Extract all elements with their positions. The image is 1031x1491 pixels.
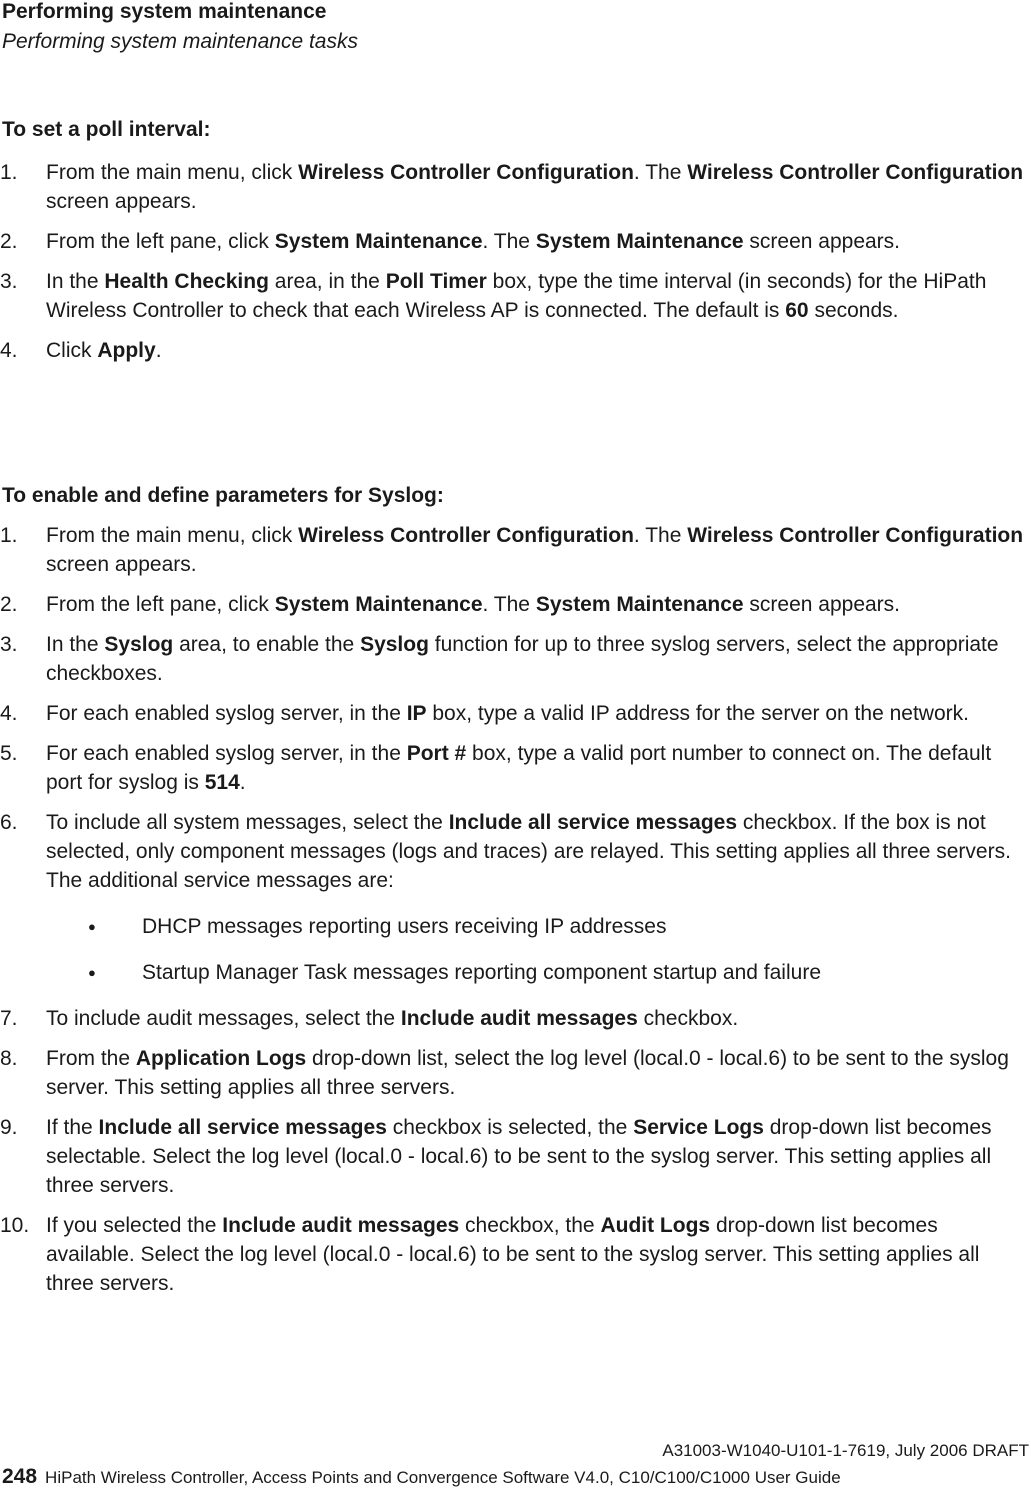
step-text: From the left pane, click	[46, 593, 275, 616]
step-text: In the	[46, 633, 105, 656]
step-item	[0, 1211, 1028, 1298]
step-item	[0, 336, 1028, 365]
guide-title: HiPath Wireless Controller, Access Points and Convergence Software V4.0, C10/C100/C1000 User Guide	[45, 1468, 841, 1487]
ui-term: Include all service messages	[448, 811, 738, 834]
step-text: box, type a valid port number to connect on. The default port for syslog is	[46, 742, 992, 794]
running-header-title: Performing system maintenance	[2, 0, 327, 23]
step-number: 3.	[0, 633, 18, 656]
step-text: If you selected the	[46, 1214, 223, 1237]
bullet-text: DHCP messages reporting users receiving IP addresses	[142, 915, 667, 938]
step-text: . The	[633, 524, 688, 547]
ui-term: System Maintenance	[535, 593, 744, 616]
step-item	[0, 590, 1028, 619]
bullet-dot-icon: ●	[88, 919, 96, 934]
step-text: . The	[482, 230, 536, 253]
ui-term: Wireless Controller Configuration	[298, 161, 634, 184]
step-item	[0, 1004, 1028, 1033]
step-text: area, in the	[268, 270, 386, 293]
step-number: 4.	[0, 339, 18, 362]
step-text: area, to enable the	[173, 633, 361, 656]
ui-term: Service Logs	[633, 1116, 764, 1139]
step-item	[0, 1113, 1028, 1200]
step-text: . The	[633, 161, 688, 184]
step-text: function for up to three syslog servers, select the appropriate checkboxes.	[46, 633, 999, 685]
step-text: From the main menu, click	[46, 161, 299, 184]
ui-term: System Maintenance	[274, 593, 483, 616]
step-number: 6.	[0, 811, 18, 834]
poll-interval-steps	[0, 158, 1028, 376]
step-number: 1.	[0, 524, 18, 547]
step-text: . The	[482, 593, 536, 616]
step-number: 9.	[0, 1116, 18, 1139]
step-text: screen appears.	[743, 593, 901, 616]
step-text: From the main menu, click	[46, 524, 299, 547]
page-number: 248	[2, 1465, 38, 1488]
step-item	[0, 227, 1028, 256]
step-number: 5.	[0, 742, 18, 765]
ui-term: 514	[204, 771, 240, 794]
poll-interval-heading: To set a poll interval:	[2, 118, 211, 141]
step-text: .	[239, 771, 246, 794]
step-text: For each enabled syslog server, in the	[46, 702, 407, 725]
footer-line	[2, 1466, 841, 1489]
running-header-subtitle: Performing system maintenance tasks	[2, 30, 358, 53]
ui-term: Include all service messages	[98, 1116, 387, 1139]
step-item	[0, 739, 1028, 797]
step-text: If the	[46, 1116, 99, 1139]
ui-term: Wireless Controller Configuration	[687, 524, 1024, 547]
step-text: checkbox. If the box is not selected, only component messages (logs and traces) are relayed. This setting applies all three servers. The additional service messages are:	[46, 811, 1011, 892]
ui-term: Wireless Controller Configuration	[687, 161, 1024, 184]
ui-term: Syslog	[104, 633, 174, 656]
ui-term: Wireless Controller Configuration	[298, 524, 634, 547]
step-text: screen appears.	[46, 553, 197, 576]
step-item	[0, 699, 1028, 728]
step-text: Click	[46, 339, 98, 362]
step-number: 1.	[0, 161, 18, 184]
step-text: screen appears.	[46, 190, 197, 213]
step-number: 2.	[0, 230, 18, 253]
step-text: drop-down list becomes available. Select the log level (local.0 - local.6) to be sent to the syslog server. This setting applies all three servers.	[46, 1214, 980, 1295]
step-item	[0, 630, 1028, 688]
bullet-dot-icon: ●	[88, 965, 96, 980]
ui-term: Audit Logs	[600, 1214, 711, 1237]
step-number: 7.	[0, 1007, 18, 1030]
step-number: 2.	[0, 593, 18, 616]
bullet-item	[46, 958, 1028, 987]
step-text: In the	[46, 270, 105, 293]
step-item	[0, 1044, 1028, 1102]
ui-term: Application Logs	[135, 1047, 307, 1070]
ui-term: Syslog	[360, 633, 429, 656]
step-item	[0, 808, 1028, 987]
step-text: From the left pane, click	[46, 230, 275, 253]
ui-term: Include audit messages	[400, 1007, 638, 1030]
step-number: 10.	[0, 1214, 30, 1237]
ui-term: Health Checking	[104, 270, 269, 293]
step-text: .	[155, 339, 162, 362]
step-text: box, type a valid IP address for the server on the network.	[426, 702, 969, 725]
step-item	[0, 267, 1028, 325]
bullet-list	[46, 912, 1028, 987]
step-text: To include all system messages, select the	[46, 811, 449, 834]
ui-term: Include audit messages	[222, 1214, 460, 1237]
step-text: checkbox is selected, the	[386, 1116, 634, 1139]
syslog-heading: To enable and define parameters for Syslog:	[2, 484, 444, 507]
footer-doc-id: A31003-W1040-U101-1-7619, July 2006 DRAFT	[662, 1441, 1029, 1460]
step-number: 8.	[0, 1047, 18, 1070]
ui-term: Port #	[406, 742, 467, 765]
step-item	[0, 158, 1028, 216]
step-text: checkbox, the	[459, 1214, 601, 1237]
step-text: drop-down list, select the log level (local.0 - local.6) to be sent to the syslog server. This setting applies all three servers.	[46, 1047, 1009, 1099]
step-number: 4.	[0, 702, 18, 725]
ui-term: System Maintenance	[274, 230, 483, 253]
bullet-item	[46, 912, 1028, 941]
bullet-text: Startup Manager Task messages reporting component startup and failure	[142, 961, 821, 984]
step-text: screen appears.	[743, 230, 901, 253]
step-text: checkbox.	[637, 1007, 739, 1030]
step-item	[0, 521, 1028, 579]
syslog-steps	[0, 521, 1028, 1309]
ui-term: 60	[785, 299, 809, 322]
ui-term: IP	[406, 702, 427, 725]
step-text: For each enabled syslog server, in the	[46, 742, 407, 765]
ui-term: System Maintenance	[535, 230, 744, 253]
step-text: box, type the time interval (in seconds) for the HiPath Wireless Controller to check that each Wireless AP is connected. The default is	[46, 270, 987, 322]
ui-term: Apply	[97, 339, 156, 362]
step-text: seconds.	[808, 299, 899, 322]
step-text: From the	[46, 1047, 136, 1070]
step-number: 3.	[0, 270, 18, 293]
step-text: To include audit messages, select the	[46, 1007, 401, 1030]
ui-term: Poll Timer	[385, 270, 487, 293]
step-text: drop-down list becomes selectable. Select the log level (local.0 - local.6) to be sent to the syslog server. This setting applies all three servers.	[46, 1116, 992, 1197]
